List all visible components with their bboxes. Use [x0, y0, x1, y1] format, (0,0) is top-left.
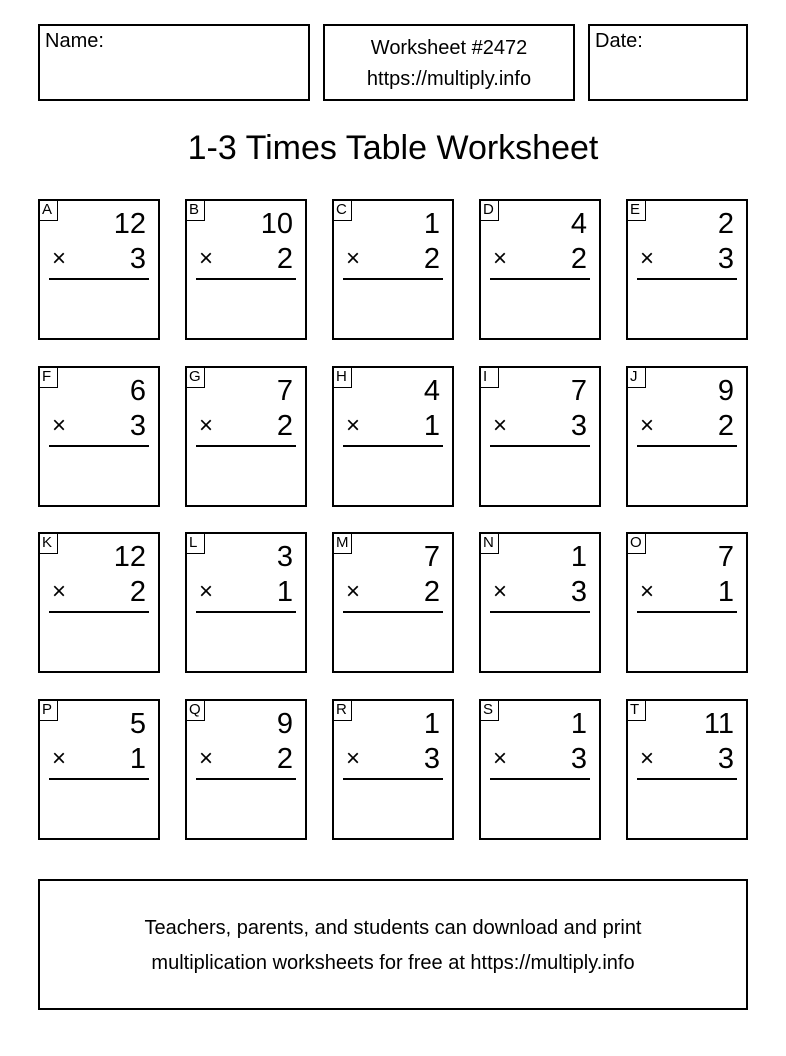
problem-letter: J	[626, 366, 646, 388]
footer-line-1: Teachers, parents, and students can download and print	[144, 917, 642, 939]
problem-letter: B	[185, 199, 205, 221]
answer-line	[343, 778, 443, 780]
multiplicand: 6	[129, 375, 146, 407]
problem-letter: S	[479, 699, 499, 721]
multiplicand: 4	[570, 208, 587, 240]
times-sign: ×	[640, 412, 655, 439]
problem-letter: L	[185, 532, 205, 554]
multiplicand: 7	[276, 375, 293, 407]
worksheet-url: https://multiply.info	[366, 68, 532, 90]
problem-card[interactable]	[479, 532, 601, 673]
problem-card[interactable]	[479, 366, 601, 507]
date-field[interactable]	[588, 24, 748, 101]
multiplier: 2	[276, 743, 293, 775]
times-sign: ×	[640, 745, 655, 772]
times-sign: ×	[199, 578, 214, 605]
multiplicand: 2	[717, 208, 734, 240]
multiplier: 2	[276, 410, 293, 442]
multiplier: 3	[570, 743, 587, 775]
problem-letter: G	[185, 366, 205, 388]
problem-letter: H	[332, 366, 352, 388]
worksheet-info-box	[323, 24, 575, 101]
multiplier: 2	[423, 576, 440, 608]
multiplier: 1	[717, 576, 734, 608]
times-sign: ×	[52, 245, 67, 272]
multiplier: 2	[570, 243, 587, 275]
problem-card[interactable]	[332, 199, 454, 340]
multiplicand: 5	[129, 708, 146, 740]
problem-card[interactable]	[332, 366, 454, 507]
problem-card[interactable]	[38, 366, 160, 507]
answer-line	[49, 611, 149, 613]
problem-card[interactable]	[479, 199, 601, 340]
problem-card[interactable]	[332, 532, 454, 673]
problem-letter: A	[38, 199, 58, 221]
times-sign: ×	[493, 412, 508, 439]
answer-line	[490, 445, 590, 447]
multiplicand: 1	[570, 541, 587, 573]
problem-card[interactable]	[626, 366, 748, 507]
times-sign: ×	[640, 245, 655, 272]
problem-letter: K	[38, 532, 58, 554]
answer-line	[490, 778, 590, 780]
multiplier: 3	[717, 743, 734, 775]
answer-line	[49, 278, 149, 280]
multiplicand: 7	[423, 541, 440, 573]
footer-box	[38, 879, 748, 1010]
times-sign: ×	[640, 578, 655, 605]
problem-card[interactable]	[185, 699, 307, 840]
multiplier: 3	[570, 576, 587, 608]
times-sign: ×	[346, 745, 361, 772]
answer-line	[49, 445, 149, 447]
problem-card[interactable]	[38, 199, 160, 340]
answer-line	[49, 778, 149, 780]
multiplier: 3	[570, 410, 587, 442]
problem-letter: Q	[185, 699, 205, 721]
multiplier: 1	[276, 576, 293, 608]
answer-line	[343, 278, 443, 280]
problem-letter: T	[626, 699, 646, 721]
multiplicand: 12	[113, 208, 146, 240]
problem-letter: N	[479, 532, 499, 554]
problem-letter: P	[38, 699, 58, 721]
times-sign: ×	[493, 578, 508, 605]
times-sign: ×	[52, 745, 67, 772]
times-sign: ×	[199, 412, 214, 439]
date-label: Date:	[595, 30, 643, 52]
times-sign: ×	[346, 412, 361, 439]
problem-letter: O	[626, 532, 646, 554]
multiplicand: 9	[276, 708, 293, 740]
problem-letter: C	[332, 199, 352, 221]
multiplier: 3	[129, 243, 146, 275]
problem-letter: R	[332, 699, 352, 721]
multiplier: 1	[423, 410, 440, 442]
answer-line	[637, 278, 737, 280]
problem-card[interactable]	[185, 532, 307, 673]
answer-line	[490, 278, 590, 280]
answer-line	[637, 778, 737, 780]
multiplier: 3	[129, 410, 146, 442]
times-sign: ×	[199, 245, 214, 272]
multiplicand: 4	[423, 375, 440, 407]
multiplicand: 3	[276, 541, 293, 573]
multiplicand: 1	[570, 708, 587, 740]
times-sign: ×	[52, 412, 67, 439]
multiplicand: 11	[703, 708, 734, 740]
multiplier: 2	[276, 243, 293, 275]
multiplier: 3	[717, 243, 734, 275]
multiplicand: 10	[260, 208, 293, 240]
multiplicand: 7	[570, 375, 587, 407]
problem-letter: E	[626, 199, 646, 221]
multiplicand: 7	[717, 541, 734, 573]
answer-line	[196, 611, 296, 613]
problem-letter: D	[479, 199, 499, 221]
footer-line-2: multiplication worksheets for free at https://multiply.info	[151, 952, 635, 974]
multiplier: 1	[129, 743, 146, 775]
answer-line	[196, 445, 296, 447]
multiplicand: 1	[423, 208, 440, 240]
times-sign: ×	[346, 578, 361, 605]
times-sign: ×	[52, 578, 67, 605]
answer-line	[490, 611, 590, 613]
multiplicand: 9	[717, 375, 734, 407]
problem-card[interactable]	[332, 699, 454, 840]
times-sign: ×	[346, 245, 361, 272]
problem-card[interactable]	[626, 199, 748, 340]
multiplier: 2	[717, 410, 734, 442]
answer-line	[637, 445, 737, 447]
problem-card[interactable]	[38, 532, 160, 673]
problem-letter: M	[332, 532, 352, 554]
answer-line	[196, 778, 296, 780]
name-label: Name:	[45, 30, 104, 52]
problem-letter: F	[38, 366, 58, 388]
problem-card[interactable]	[479, 699, 601, 840]
worksheet-number: Worksheet #2472	[370, 37, 528, 59]
times-sign: ×	[493, 745, 508, 772]
multiplier: 3	[423, 743, 440, 775]
name-field[interactable]	[38, 24, 310, 101]
times-sign: ×	[199, 745, 214, 772]
answer-line	[196, 278, 296, 280]
problem-letter: I	[479, 366, 499, 388]
problem-card[interactable]	[185, 366, 307, 507]
multiplier: 2	[423, 243, 440, 275]
page-title: 1-3 Times Table Worksheet	[187, 129, 599, 167]
problem-card[interactable]	[185, 199, 307, 340]
answer-line	[637, 611, 737, 613]
problem-card[interactable]	[626, 532, 748, 673]
multiplicand: 12	[113, 541, 146, 573]
multiplicand: 1	[423, 708, 440, 740]
answer-line	[343, 611, 443, 613]
multiplier: 2	[129, 576, 146, 608]
times-sign: ×	[493, 245, 508, 272]
problem-card[interactable]	[626, 699, 748, 840]
answer-line	[343, 445, 443, 447]
problem-card[interactable]	[38, 699, 160, 840]
